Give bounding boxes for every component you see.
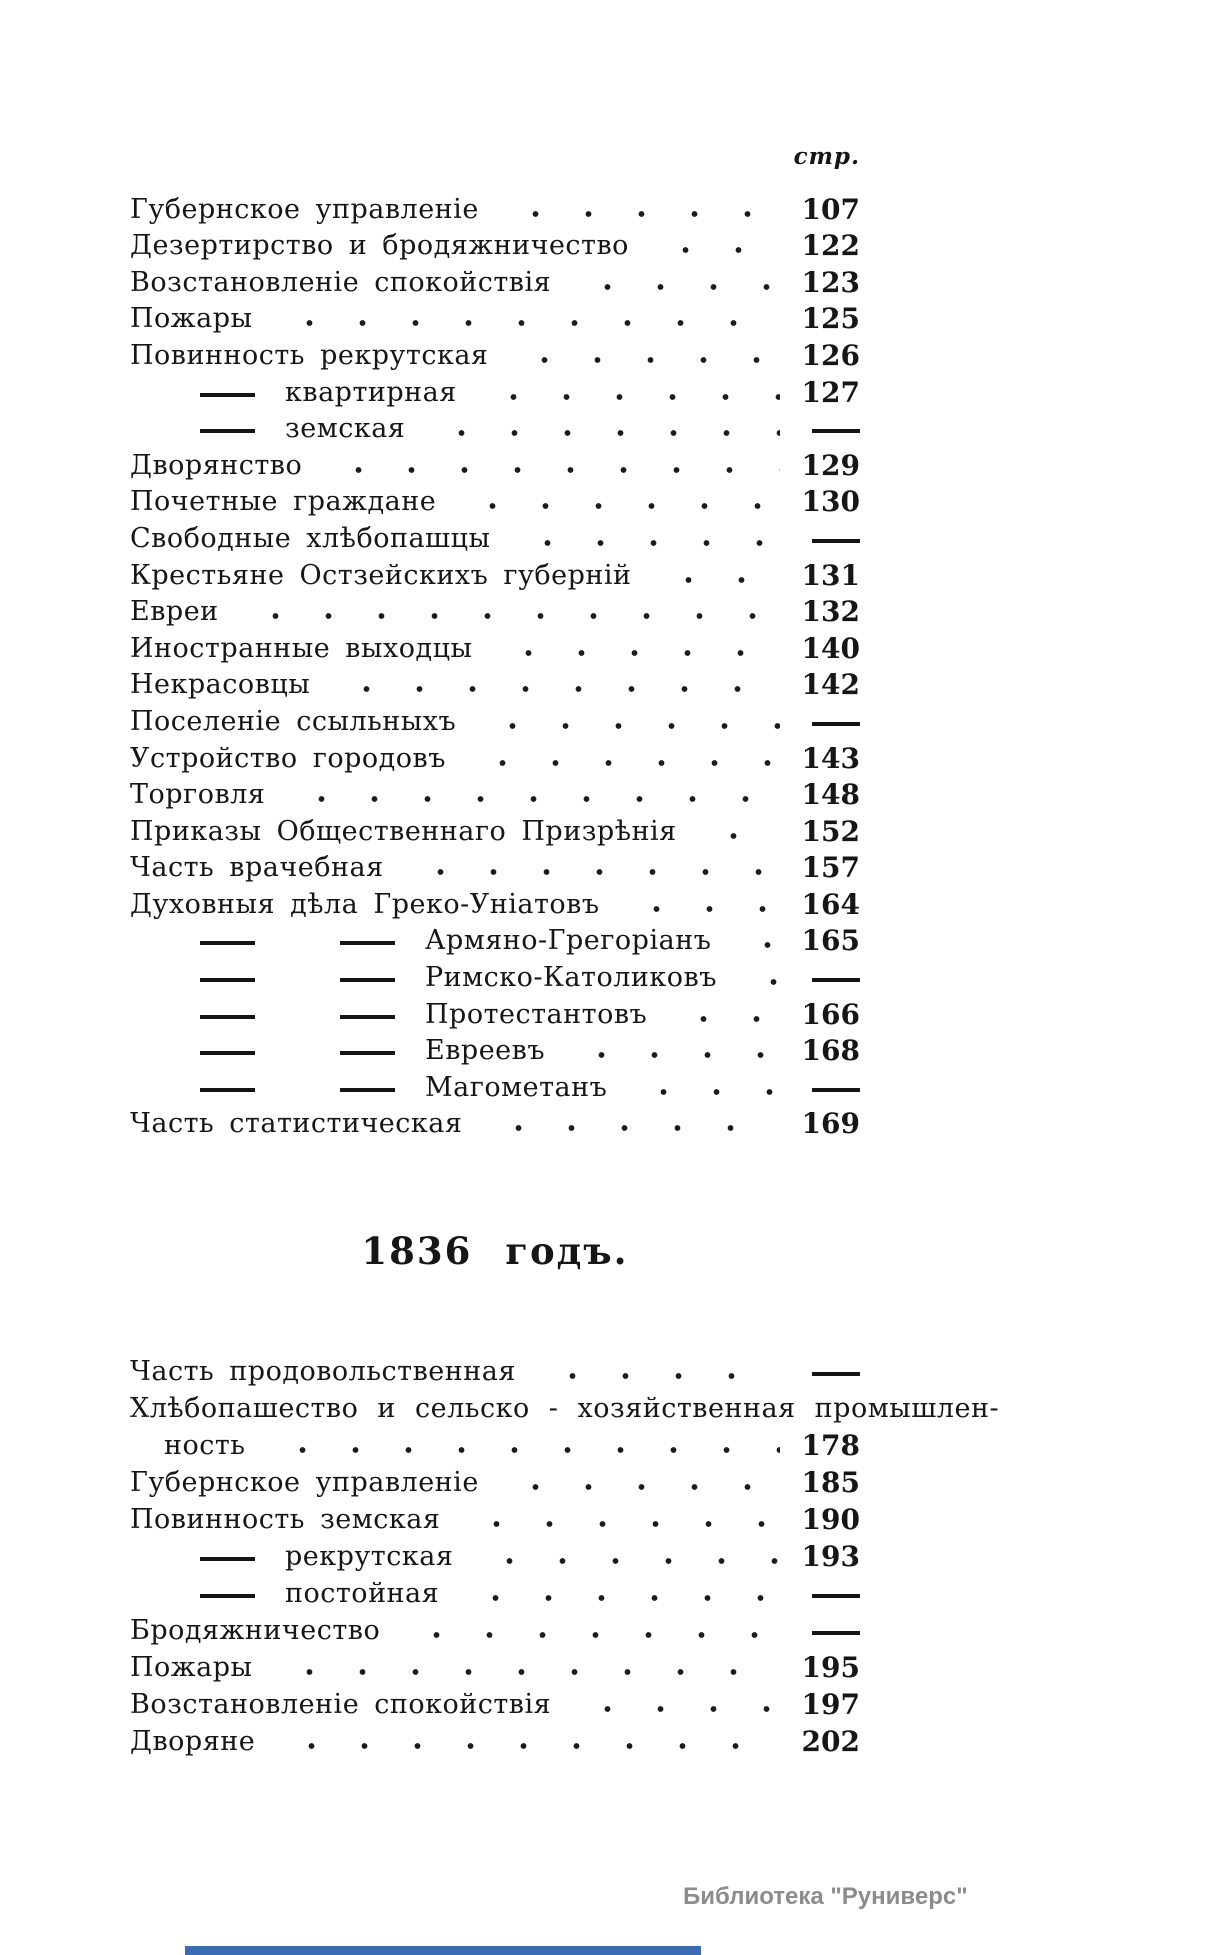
dot-leader bbox=[491, 1482, 780, 1492]
toc-entry-label: Протестантовъ bbox=[425, 998, 648, 1030]
toc-row bbox=[130, 1388, 1000, 1425]
dot-leader bbox=[619, 1087, 780, 1097]
toc-entry-label: Губернское управленіе bbox=[130, 193, 479, 225]
toc-entry-label: Часть статистическая bbox=[130, 1108, 463, 1140]
toc-row bbox=[130, 592, 860, 629]
toc-row bbox=[130, 518, 860, 555]
ditto-dash bbox=[200, 393, 255, 397]
dot-leader bbox=[465, 1556, 780, 1566]
dot-leader bbox=[417, 428, 780, 438]
toc-row bbox=[130, 1684, 860, 1721]
toc-entry-label: Пожары bbox=[130, 303, 253, 335]
ditto-dash bbox=[200, 1015, 255, 1019]
toc-entry-page: 190 bbox=[801, 1503, 860, 1536]
toc-row bbox=[130, 335, 860, 372]
toc-row bbox=[130, 775, 860, 812]
toc-entry-label: ность bbox=[164, 1430, 246, 1461]
toc-entry-label: Почетные граждане bbox=[130, 486, 437, 518]
toc-entry-page: 178 bbox=[801, 1429, 860, 1462]
toc-row bbox=[130, 1721, 860, 1758]
toc-entry-label: Духовныя дѣла Греко-Уніатовъ bbox=[130, 888, 600, 920]
toc-entry-page: 132 bbox=[801, 595, 860, 629]
toc-entry-page-dash bbox=[812, 1088, 860, 1092]
dot-leader bbox=[729, 977, 780, 987]
toc-entry-page: 126 bbox=[801, 338, 860, 372]
toc-row bbox=[130, 811, 860, 848]
dot-leader bbox=[265, 318, 780, 328]
ditto-dash bbox=[200, 978, 255, 982]
toc-entry-page: 166 bbox=[801, 997, 860, 1031]
toc-entry-page-dash bbox=[812, 722, 860, 726]
toc-row bbox=[130, 884, 860, 921]
dot-leader bbox=[451, 1593, 780, 1603]
toc-entry-label: Губернское управленіе bbox=[130, 1467, 479, 1498]
toc-entry-page: 140 bbox=[801, 631, 860, 665]
toc-row bbox=[130, 994, 860, 1031]
toc-entry-label: Приказы Общественнаго Призрѣнія bbox=[130, 815, 677, 847]
dot-leader bbox=[491, 209, 780, 219]
toc-entry-page: 168 bbox=[801, 1034, 860, 1068]
toc-entry-page: 169 bbox=[801, 1107, 860, 1141]
toc-entry-page: 123 bbox=[801, 265, 860, 299]
ditto-dash bbox=[340, 1015, 395, 1019]
ditto-dash bbox=[200, 941, 255, 945]
toc-entry-page: 125 bbox=[801, 302, 860, 336]
dot-leader bbox=[452, 1519, 780, 1529]
toc-entry-label: Устройство городовъ bbox=[130, 742, 446, 774]
dot-leader bbox=[528, 1371, 780, 1381]
toc-row bbox=[130, 445, 860, 482]
dot-leader bbox=[641, 245, 780, 255]
dot-leader bbox=[659, 1014, 780, 1024]
toc-entry-label: Иностранные выходцы bbox=[130, 632, 473, 664]
ditto-dash bbox=[200, 1051, 255, 1055]
ditto-dash bbox=[340, 1051, 395, 1055]
toc-entry-page: 107 bbox=[801, 192, 860, 226]
dot-leader bbox=[231, 611, 780, 621]
toc-row bbox=[130, 1425, 860, 1462]
dot-leader bbox=[265, 1667, 780, 1677]
page-column-header: стр. bbox=[793, 143, 860, 170]
toc-entry-label: Крестьяне Остзейскихъ губерній bbox=[130, 559, 632, 591]
toc-entry-label: земская bbox=[285, 413, 406, 445]
toc-row bbox=[130, 299, 860, 336]
toc-entry-page: 122 bbox=[801, 229, 860, 263]
toc-row bbox=[130, 1067, 860, 1104]
dot-leader bbox=[392, 1630, 780, 1640]
toc-entry-label: Евреи bbox=[130, 596, 219, 628]
toc-entry-page: 152 bbox=[801, 814, 860, 848]
toc-entry-page: 185 bbox=[801, 1466, 860, 1499]
dot-leader bbox=[314, 465, 780, 475]
toc-entry-page: 127 bbox=[801, 375, 860, 409]
dot-leader bbox=[689, 831, 780, 841]
toc-entry-label: Часть продовольственная bbox=[130, 1356, 516, 1387]
toc-entry-label: Часть врачебная bbox=[130, 852, 384, 884]
dot-leader bbox=[612, 904, 780, 914]
dot-leader bbox=[503, 538, 780, 548]
toc-row bbox=[130, 701, 860, 738]
toc-entry-label: Армяно-Грегоріанъ bbox=[425, 925, 712, 957]
dot-leader bbox=[458, 758, 780, 768]
dot-leader bbox=[277, 794, 780, 804]
toc-entry-page: 130 bbox=[801, 485, 860, 519]
toc-entry-label: Возстановленіе спокойствія bbox=[130, 1689, 552, 1720]
toc-row bbox=[130, 628, 860, 665]
toc-entry-page: 157 bbox=[801, 851, 860, 885]
toc-entry-page-dash bbox=[812, 1631, 860, 1635]
toc-entry-label: Бродяжничество bbox=[130, 1615, 381, 1646]
ditto-dash bbox=[340, 941, 395, 945]
toc-entry-label: Свободные хлѣбопашцы bbox=[130, 522, 491, 554]
toc-entry-label: Торговля bbox=[130, 779, 266, 811]
toc-row bbox=[130, 482, 860, 519]
ditto-dash bbox=[340, 1088, 395, 1092]
toc-entry-label: Пожары bbox=[130, 1652, 253, 1683]
toc-row bbox=[130, 189, 860, 226]
toc-list-1835 bbox=[130, 189, 860, 1140]
toc-entry-label: рекрутская bbox=[285, 1541, 454, 1572]
toc-entry-label: Хлѣбопашество и сельско - хозяйственная промышлен- bbox=[130, 1393, 1000, 1424]
toc-entry-label: Повинность рекрутская bbox=[130, 339, 489, 371]
dot-leader bbox=[484, 648, 780, 658]
toc-entry-label: Магометанъ bbox=[425, 1071, 608, 1103]
toc-entry-page-dash bbox=[812, 539, 860, 543]
toc-entry-page: 143 bbox=[801, 741, 860, 775]
toc-entry-label: Дезертирство и бродяжничество bbox=[130, 230, 629, 262]
toc-row bbox=[130, 555, 860, 592]
dot-leader bbox=[322, 684, 780, 694]
toc-row bbox=[130, 1462, 860, 1499]
dot-leader bbox=[557, 1050, 780, 1060]
toc-row bbox=[130, 1647, 860, 1684]
dot-leader bbox=[396, 867, 780, 877]
dot-leader bbox=[723, 940, 780, 950]
toc-entry-label: Возстановленіе спокойствія bbox=[130, 266, 552, 298]
toc-row bbox=[130, 1536, 860, 1573]
toc-row bbox=[130, 848, 860, 885]
toc-row bbox=[130, 921, 860, 958]
dot-leader bbox=[267, 1741, 780, 1751]
toc-entry-page: 165 bbox=[801, 924, 860, 958]
toc-entry-page: 142 bbox=[801, 668, 860, 702]
toc-entry-page: 164 bbox=[801, 887, 860, 921]
dot-leader bbox=[468, 721, 780, 731]
dot-leader bbox=[500, 355, 780, 365]
dot-leader bbox=[644, 575, 780, 585]
toc-entry-label: Римско-Католиковъ bbox=[425, 962, 717, 994]
toc-row bbox=[130, 1104, 860, 1141]
toc-entry-label: Евреевъ bbox=[425, 1035, 546, 1067]
toc-entry-page-dash bbox=[812, 1372, 860, 1376]
toc-entry-label: Дворянство bbox=[130, 449, 303, 481]
toc-row bbox=[130, 1610, 860, 1647]
toc-list-1836 bbox=[130, 1351, 1000, 1758]
toc-entry-page: 202 bbox=[801, 1725, 860, 1758]
toc-entry-page-dash bbox=[812, 429, 860, 433]
toc-entry-label: Поселеніе ссыльныхъ bbox=[130, 705, 457, 737]
toc-row bbox=[130, 262, 860, 299]
toc-row bbox=[130, 1351, 860, 1388]
ditto-dash bbox=[200, 1594, 255, 1598]
bottom-blue-bar bbox=[185, 1946, 701, 1955]
toc-row bbox=[130, 1573, 860, 1610]
dot-leader bbox=[258, 1445, 780, 1455]
dot-leader bbox=[448, 501, 780, 511]
toc-entry-page: 193 bbox=[801, 1540, 860, 1573]
toc-entry-page: 195 bbox=[801, 1651, 860, 1684]
toc-row bbox=[130, 226, 860, 263]
ditto-dash bbox=[200, 1557, 255, 1561]
toc-entry-page: 148 bbox=[801, 778, 860, 812]
toc-entry-page-dash bbox=[812, 978, 860, 982]
dot-leader bbox=[474, 1123, 780, 1133]
dot-leader bbox=[563, 282, 780, 292]
ditto-dash bbox=[340, 978, 395, 982]
toc-row bbox=[130, 738, 860, 775]
toc-row bbox=[130, 409, 860, 446]
toc-entry-page: 131 bbox=[801, 558, 860, 592]
year-heading-1836: 1836 годъ. bbox=[361, 1229, 629, 1273]
toc-row bbox=[130, 665, 860, 702]
toc-entry-label: постойная bbox=[285, 1578, 440, 1609]
ditto-dash bbox=[200, 1088, 255, 1092]
toc-row bbox=[130, 957, 860, 994]
toc-row bbox=[130, 1031, 860, 1068]
toc-entry-page-dash bbox=[812, 1594, 860, 1598]
dot-leader bbox=[563, 1704, 780, 1714]
dot-leader bbox=[469, 392, 780, 402]
toc-row bbox=[130, 1499, 860, 1536]
toc-entry-label: квартирная bbox=[285, 376, 457, 408]
toc-entry-page: 129 bbox=[801, 448, 860, 482]
toc-entry-page: 197 bbox=[801, 1688, 860, 1721]
toc-entry-label: Некрасовцы bbox=[130, 669, 311, 701]
toc-entry-label: Дворяне bbox=[130, 1726, 256, 1757]
watermark-text: Библиотека "Руниверс" bbox=[683, 1883, 968, 1910]
toc-entry-label: Повинность земская bbox=[130, 1504, 441, 1535]
ditto-dash bbox=[200, 429, 255, 433]
toc-row bbox=[130, 372, 860, 409]
